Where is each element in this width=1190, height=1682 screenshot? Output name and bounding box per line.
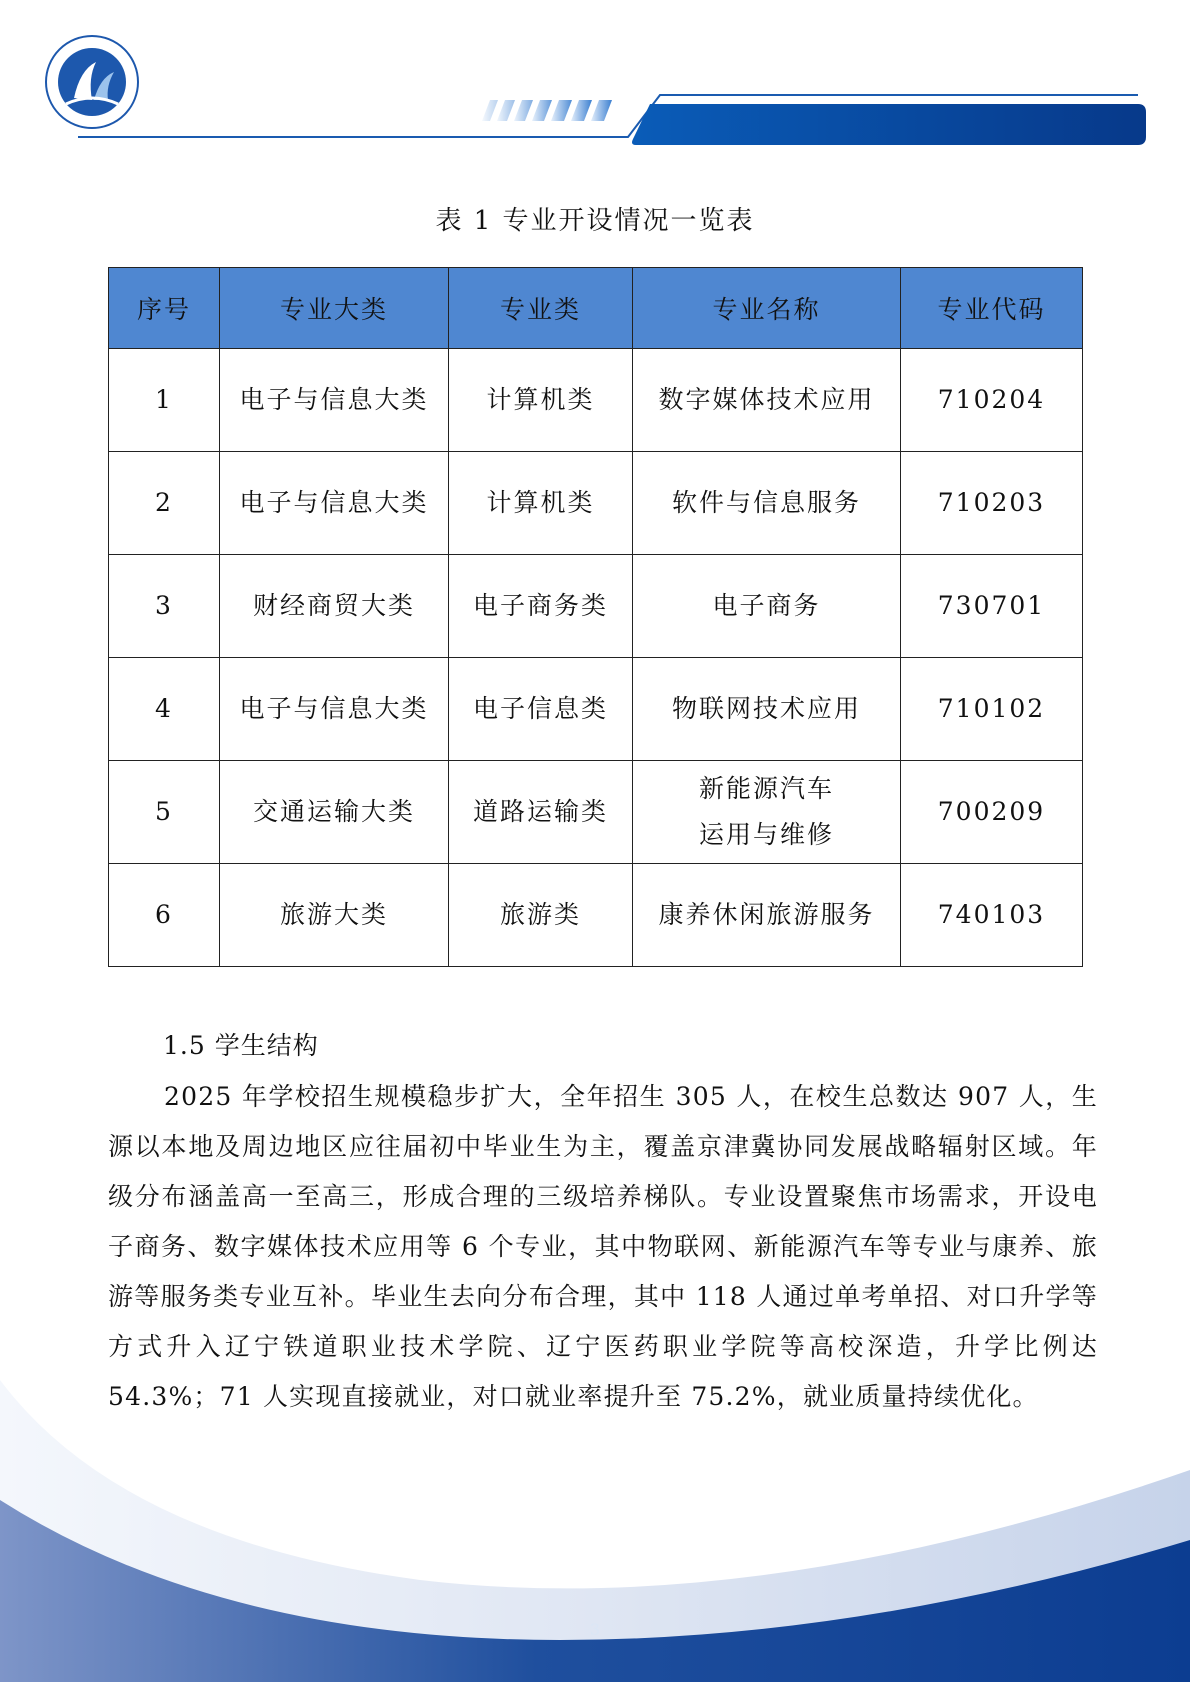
cell-name-line2: 运用与维修: [698, 820, 834, 849]
header-cell-category: 专业大类: [220, 268, 449, 349]
cell-class: 电子信息类: [449, 658, 633, 761]
cell-category: 财经商贸大类: [220, 555, 449, 658]
cell-class: 道路运输类: [449, 761, 633, 864]
table-caption: 表 1 专业开设情况一览表: [435, 206, 755, 236]
header-decoration: [0, 0, 1190, 160]
table-row: [109, 452, 1083, 555]
majors-table: [108, 267, 1083, 967]
cell-no: 4: [109, 658, 220, 761]
table-row: [109, 555, 1083, 658]
cell-class: 旅游类: [449, 864, 633, 967]
cell-class: 电子商务类: [449, 555, 633, 658]
cell-code: 700209: [901, 761, 1083, 864]
cell-name: 物联网技术应用: [633, 658, 901, 761]
cell-code: 710203: [901, 452, 1083, 555]
cell-code: 740103: [901, 864, 1083, 967]
page-header: [0, 0, 1190, 160]
section-paragraph: 2025 年学校招生规模稳步扩大，全年招生 305 人，在校生总数达 907 人，生源以本地及周边地区应往届初中毕业生为主，覆盖京津冀协同发展战略辐射区域。年级分布涵盖高一至高三，形成合理的三级培养梯队。专业设置聚焦市场需求，开设电子商务、数字媒体技术应用等 6 个专业，其中物联网、新能源汽车等专业与康养、旅游等服务类专业互补。毕业生去向分布合理，其中 118 人通过单考单招、对口升学等方式升入辽宁铁道职业技术学院、辽宁医药职业学院等高校深造，升学比例达 54.3%；71 人实现直接就业，对口就业率提升至 75.2%，就业质量持续优化。: [108, 1082, 1098, 1411]
table-row: [109, 349, 1083, 452]
cell-name: 电子商务: [633, 555, 901, 658]
cell-code: 710102: [901, 658, 1083, 761]
cell-name: 软件与信息服务: [633, 452, 901, 555]
cell-category: 旅游大类: [220, 864, 449, 967]
cell-code: 730701: [901, 555, 1083, 658]
cell-no: 6: [109, 864, 220, 967]
cell-no: 2: [109, 452, 220, 555]
cell-category: 电子与信息大类: [220, 452, 449, 555]
cell-code: 710204: [901, 349, 1083, 452]
cell-class: 计算机类: [449, 452, 633, 555]
section-heading: 1.5 学生结构: [163, 1031, 319, 1060]
cell-category: 交通运输大类: [220, 761, 449, 864]
cell-name: 康养休闲旅游服务: [633, 864, 901, 967]
table-row: [109, 864, 1083, 967]
cell-no: 1: [109, 349, 220, 452]
header-cell-no: 序号: [109, 268, 220, 349]
cell-category: 电子与信息大类: [220, 349, 449, 452]
page-number: 3: [589, 1620, 601, 1639]
table-header-row: [109, 268, 1083, 349]
majors-table-container: [108, 267, 1082, 967]
header-cell-name: 专业名称: [633, 268, 901, 349]
cell-name: [633, 761, 901, 864]
cell-no: 3: [109, 555, 220, 658]
header-cell-class: 专业类: [449, 268, 633, 349]
table-row: [109, 658, 1083, 761]
cell-no: 5: [109, 761, 220, 864]
cell-name-line1: 新能源汽车: [698, 774, 834, 803]
header-cell-code: 专业代码: [901, 268, 1083, 349]
cell-name: 数字媒体技术应用: [633, 349, 901, 452]
cell-category: 电子与信息大类: [220, 658, 449, 761]
cell-class: 计算机类: [449, 349, 633, 452]
table-row: [109, 761, 1083, 864]
school-emblem-icon: [44, 34, 140, 130]
